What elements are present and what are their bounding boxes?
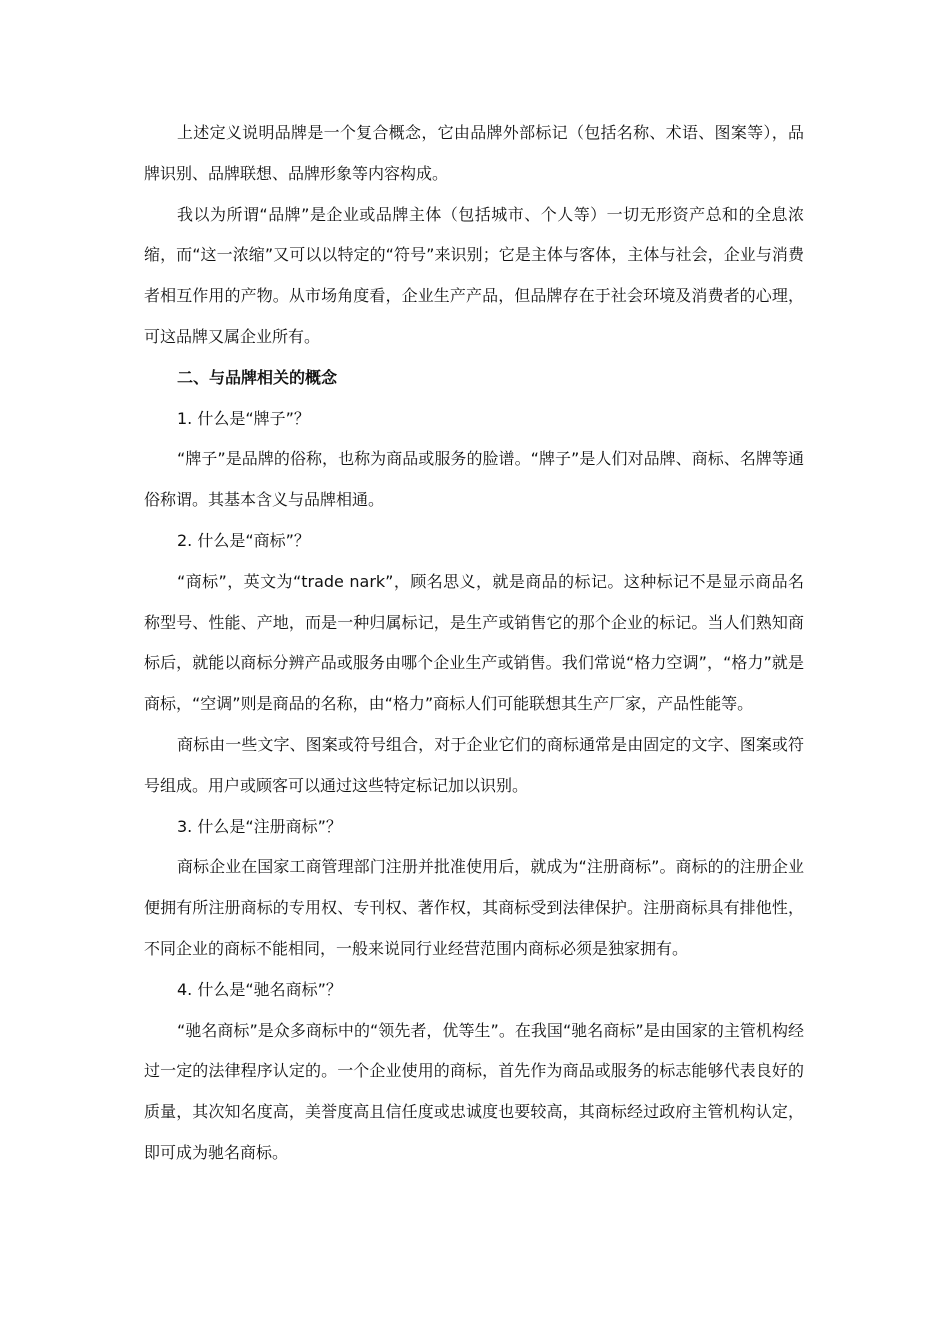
- intro-paragraph: 上述定义说明品牌是一个复合概念，它由品牌外部标记（包括名称、术语、图案等），品牌识别、品牌联想、品牌形象等内容构成。: [144, 123, 804, 183]
- question-title-2: 2. 什么是“商标”？: [177, 530, 310, 550]
- intro-paragraph: 我以为所谓“品牌”是企业或品牌主体（包括城市、个人等）一切无形资产总和的全息浓缩，而“这一浓缩”又可以以特定的“符号”来识别；它是主体与客体，主体与社会，企业与消费者相互作用的产物。从市场角度看，企业生产产品，但品牌存在于社会环境及消费者的心理，可这品牌又属企业所有。: [144, 204, 804, 346]
- section-heading: 二、与品牌相关的概念: [177, 367, 338, 387]
- answer-paragraph: 商标由一些文字、图案或符号组合，对于企业它们的商标通常是由固定的文字、图案或符号组成。用户或顾客可以通过这些特定标记加以识别。: [144, 734, 804, 795]
- answer-paragraph: 商标企业在国家工商管理部门注册并批准使用后，就成为“注册商标”。商标的的注册企业便拥有所注册商标的专用权、专刊权、著作权，其商标受到法律保护。注册商标具有排他性，不同企业的商标不能相同，一般来说同行业经营范围内商标必须是独家拥有。: [144, 857, 804, 958]
- answer-paragraph: “商标”，英文为“trade nark”，顾名思义，就是商品的标记。这种标记不是显示商品名称型号、性能、产地，而是一种归属标记，是生产或销售它的那个企业的标记。当人们熟知商标后，就能以商标分辨产品或服务由哪个企业生产或销售。我们常说“格力空调”，“格力”就是商标，“空调”则是商品的名称，由“格力”商标人们可能联想其生产厂家，产品性能等。: [144, 571, 804, 714]
- answer-paragraph: “牌子”是品牌的俗称，也称为商品或服务的脸谱。“牌子”是人们对品牌、商标、名牌等通俗称谓。其基本含义与品牌相通。: [144, 449, 804, 510]
- document-page: [144, 113, 804, 1174]
- question-title-1: 1. 什么是“牌子”？: [177, 408, 310, 428]
- question-title-3: 3. 什么是“注册商标”？: [177, 816, 342, 836]
- answer-paragraph: “驰名商标”是众多商标中的“领先者，优等生”。在我国“驰名商标”是由国家的主管机构经过一定的法律程序认定的。一个企业使用的商标，首先作为商品或服务的标志能够代表良好的质量，其次知名度高，美誉度高且信任度或忠诚度也要较高，其商标经过政府主管机构认定，即可成为驰名商标。: [144, 1020, 804, 1162]
- question-title-4: 4. 什么是“驰名商标”？: [177, 979, 342, 999]
